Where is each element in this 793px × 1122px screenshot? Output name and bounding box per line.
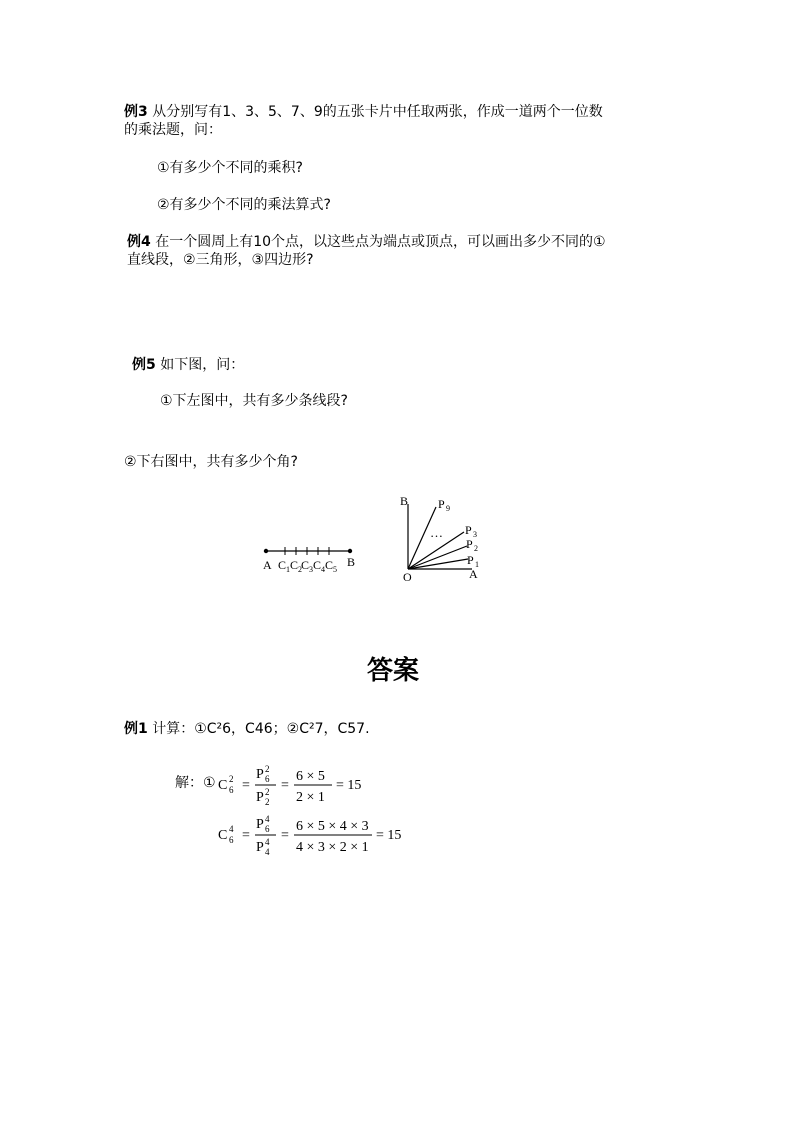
eq1-p-num-sup: 2 (265, 764, 270, 774)
ex3-line2: 的乘法题，问： (124, 122, 222, 138)
label-c: C (301, 558, 310, 572)
eq1-p-den: P (256, 790, 264, 805)
eq2-result: = 15 (376, 828, 402, 843)
ex3-label: 例3 (124, 104, 148, 120)
eq2-eq-1: = (242, 828, 250, 843)
eq1-c-sup: 2 (229, 774, 234, 784)
ex1-label: 例1 (124, 721, 148, 737)
label-sub-5: 5 (333, 565, 337, 574)
label-sub-2: 2 (298, 565, 302, 574)
angle-figure (396, 490, 496, 585)
label-o: O (403, 570, 412, 584)
label-sub-3: 3 (473, 530, 477, 539)
label-c: C (325, 558, 334, 572)
ex5-intro-text: 如下图，问： (160, 357, 245, 373)
label-p: P (465, 523, 472, 537)
eq1-eq-2: = (281, 778, 289, 793)
ray-op1 (408, 559, 468, 569)
eq2-p-den-sub: 4 (265, 847, 270, 857)
eq1-den: 2 × 1 (296, 790, 325, 805)
ex1-line (124, 720, 370, 738)
eq1-p-den-sub: 2 (265, 797, 270, 807)
eq1-result: = 15 (336, 778, 362, 793)
label-a: A (469, 567, 478, 581)
ex1-text: 计算：①C²6，C46；②C²7，C57. (152, 721, 370, 737)
label-sub-9: 9 (446, 504, 450, 513)
label-sub-4: 4 (321, 565, 325, 574)
eq1-eq-1: = (242, 778, 250, 793)
label-c: C (278, 558, 287, 572)
ex3-question-2: ②有多少个不同的乘法算式? (157, 197, 331, 213)
ex4-label: 例4 (127, 234, 151, 250)
ex5-label: 例5 (132, 357, 156, 373)
label-sub-1: 1 (475, 560, 479, 569)
eq2-p-num-sub: 6 (265, 824, 270, 834)
eq2-p-num-sup: 4 (265, 814, 270, 824)
equation-2 (218, 810, 438, 858)
eq2-den: 4 × 3 × 2 × 1 (296, 840, 369, 855)
label-sub-2: 2 (474, 544, 478, 553)
equation-1 (218, 760, 418, 808)
solution-label: 解：① (175, 775, 216, 791)
eq1-p-den-sup: 2 (265, 787, 270, 797)
eq2-p-num: P (256, 817, 264, 832)
eq2-eq-2: = (281, 828, 289, 843)
eq1-c-sub: 6 (229, 785, 234, 795)
label-p: P (438, 497, 445, 511)
ex5-question-2: ②下右图中，共有多少个角? (124, 454, 298, 470)
eq1-p-num-sub: 6 (265, 774, 270, 784)
ex3-question-1: ①有多少个不同的乘积? (157, 160, 303, 176)
label-sub-3: 3 (309, 565, 313, 574)
eq2-p-den-sup: 4 (265, 837, 270, 847)
label-p: P (467, 553, 474, 567)
eq2-p-den: P (256, 840, 264, 855)
ex4-line1 (127, 233, 606, 251)
label-a: A (263, 558, 272, 572)
label-b: B (347, 555, 356, 569)
eq2-c: C (218, 828, 228, 843)
ex4-line2: 直线段，②三角形，③四边形? (127, 252, 314, 268)
segment-figure (258, 540, 368, 580)
point-a-dot (264, 549, 268, 553)
eq2-c-sub: 6 (229, 835, 234, 845)
ex4-text-1: 在一个圆周上有10个点，以这些点为端点或顶点，可以画出多少不同的① (155, 234, 606, 250)
label-p: P (466, 537, 473, 551)
ex3-line1 (124, 103, 603, 121)
eq2-num: 6 × 5 × 4 × 3 (296, 819, 369, 834)
eq1-p-num: P (256, 767, 264, 782)
label-c: C (313, 558, 322, 572)
label-sub-1: 1 (286, 565, 290, 574)
point-b-dot (348, 549, 352, 553)
eq1-num: 6 × 5 (296, 769, 325, 784)
ex5-question-1: ①下左图中，共有多少条线段? (160, 393, 348, 409)
label-b: B (400, 494, 409, 508)
ellipsis-dots: … (430, 525, 443, 540)
eq2-c-sup: 4 (229, 824, 234, 834)
label-c: C (290, 558, 299, 572)
ex3-text-1: 从分别写有1、3、5、7、9的五张卡片中任取两张，作成一道两个一位数 (152, 104, 603, 120)
answer-title: 答案 (367, 656, 420, 686)
ex5-intro (132, 356, 244, 374)
eq1-c: C (218, 778, 228, 793)
